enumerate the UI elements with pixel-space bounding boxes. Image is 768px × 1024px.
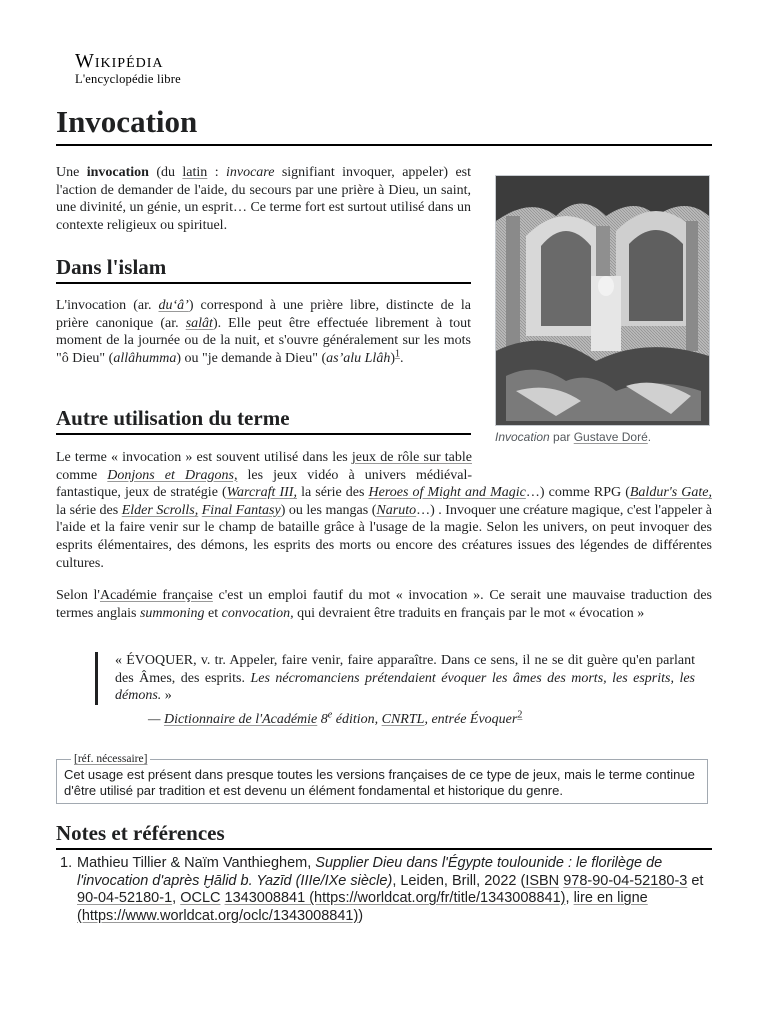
- link-isbn-1[interactable]: 978-90-04-52180-3: [563, 872, 688, 889]
- text: ,: [172, 890, 181, 906]
- references-list: [60, 855, 712, 925]
- text: ,: [565, 890, 574, 906]
- logo-tagline: L'encyclopédie libre: [75, 72, 181, 86]
- note-title: Supplier Dieu dans l'Égypte toulounide : le florilège de l'invocation d'après Ḫālid b. Yazīd (IIIe/IXe siècle): [77, 855, 663, 889]
- reference-1[interactable]: 1: [395, 348, 400, 360]
- autre-paragraph-2: [56, 587, 712, 622]
- caption-work: Invocation: [495, 430, 550, 444]
- text: .: [647, 430, 652, 444]
- text: édition,: [332, 712, 382, 727]
- superscript: e: [327, 709, 333, 721]
- page-title: Invocation: [56, 104, 712, 146]
- text: comme: [56, 467, 108, 483]
- text: et: [687, 872, 704, 889]
- note-body: [77, 855, 712, 925]
- text: ): [358, 907, 364, 924]
- text: Selon l': [56, 588, 100, 603]
- link-heroes[interactable]: Heroes of Might and Magic: [368, 485, 526, 501]
- text: ) correspond à une prière libre, distincte de la prière canonique (ar.: [56, 298, 471, 331]
- italic-quote: Les nécromanciens prétendaient évoquer les âmes des morts, les esprits, les démons.: [115, 670, 696, 704]
- text: ). Elle peut être effectuée librement à tout moment de la journée ou de la nuit, et s'ouvre généralement sur les mots "ô Dieu" (: [56, 315, 471, 366]
- italic-term: summoning: [139, 605, 205, 621]
- ref-needed-tag[interactable]: [réf. nécessaire]: [71, 751, 150, 767]
- link-baldurs-gate[interactable]: Baldur's Gate,: [629, 485, 713, 501]
- reference-2[interactable]: 2: [517, 709, 523, 721]
- italic-term: invocare: [225, 165, 275, 180]
- link-oclc-number[interactable]: 1343008841 (https://worldcat.org/fr/title/1343008841): [224, 890, 566, 906]
- text: Une: [56, 165, 87, 180]
- text: ): [390, 350, 395, 366]
- italic-term: as’alu Llâh: [326, 350, 391, 366]
- link-salat[interactable]: salât: [185, 315, 213, 331]
- engraving-image[interactable]: [495, 175, 710, 426]
- link-donjons-et-dragons[interactable]: Donjons et Dragons,: [107, 467, 238, 483]
- text: Mathieu Tillier & Naïm Vanthieghem,: [77, 855, 316, 871]
- islam-paragraph: [56, 297, 471, 367]
- link-jeux-de-role[interactable]: jeux de rôle sur table: [351, 450, 472, 465]
- text: , Leiden, Brill, 2022 (: [392, 872, 526, 889]
- wikipedia-logo[interactable]: [75, 50, 181, 86]
- figure-float-spacer: [472, 449, 712, 483]
- autre-paragraph-1: [56, 449, 712, 572]
- text: la série des: [296, 485, 369, 501]
- text: .: [400, 350, 404, 366]
- text: , entrée Évoquer: [424, 712, 518, 727]
- text: —: [148, 712, 164, 727]
- text: (du: [148, 165, 183, 180]
- refbox-text: Cet usage est présent dans presque toutes les versions françaises de ce type de jeux, mais le terme continue d'être utilisé par tradition et est devenu un élément fondamental et historique du genre.: [64, 767, 695, 798]
- link-oclc[interactable]: OCLC: [180, 890, 221, 906]
- heading-notes: Notes et références: [56, 820, 712, 850]
- text: 8: [317, 712, 328, 727]
- link-dua[interactable]: du‘â’: [158, 298, 189, 313]
- text: …) comme RPG (: [525, 485, 630, 501]
- text: qui devraient être traduits en français par le mot « évocation »: [293, 605, 645, 621]
- text: ) ou "je demande à Dieu" (: [176, 350, 327, 366]
- text: signifiant invoquer, appeler) est l'action de demander de l'aide, du secours par une prière à Dieu, un saint, une divinité, un génie, un esprit… Ce terme fort est surtout utilisé dans un contexte religieux ou spirituel.: [56, 165, 471, 233]
- thumbnail-figure: [495, 175, 710, 444]
- italic-term: convocation,: [221, 605, 294, 621]
- note-number: 1.: [60, 855, 73, 871]
- text: ) ou les mangas (: [280, 502, 377, 518]
- link-warcraft[interactable]: Warcraft III,: [226, 485, 297, 501]
- link-academie-francaise[interactable]: Académie française: [99, 588, 213, 603]
- link-dictionnaire[interactable]: Dictionnaire de l'Académie: [163, 712, 318, 727]
- bold-term: invocation: [86, 165, 149, 180]
- quote-citation: [148, 711, 522, 729]
- text: L'invocation (ar.: [56, 298, 159, 313]
- text: »: [161, 688, 172, 704]
- text: par: [549, 430, 574, 444]
- citation-needed-box: [56, 753, 708, 804]
- text: …) . Invoquer une créature magique, c'est l'appeler à l'aide et la faire venir sur le champ de bataille grâce à l'usage de la magie. Selon les univers, on peut invoquer des esprits élémentaires, des démons, les esprits des morts ou encore des créatures issues des légendes de différentes cultures.: [56, 502, 712, 571]
- blockquote: [95, 652, 695, 705]
- link-isbn-2[interactable]: 90-04-52180-1: [77, 890, 173, 906]
- logo-wordmark: Wikipédia: [75, 50, 164, 72]
- link-final-fantasy[interactable]: Final Fantasy: [201, 502, 281, 518]
- text: les jeux vidéo à univers médiéval-fantastique, jeux de stratégie (: [56, 467, 472, 501]
- link-elder-scrolls[interactable]: Elder Scrolls,: [121, 502, 199, 518]
- text: et: [204, 605, 222, 621]
- text: c'est un emploi fautif du mot « invocation ». Ce serait une mauvaise traduction des termes anglais: [56, 588, 712, 621]
- heading-islam: Dans l'islam: [56, 254, 471, 284]
- list-item: [60, 855, 712, 925]
- link-cnrtl[interactable]: CNRTL: [381, 712, 425, 727]
- intro-paragraph: [56, 164, 471, 234]
- text: la série des: [56, 502, 122, 518]
- link-isbn[interactable]: ISBN: [525, 872, 560, 889]
- figure-caption: [495, 430, 710, 444]
- link-naruto[interactable]: Naruto: [376, 502, 417, 518]
- link-gustave-dore[interactable]: Gustave Doré: [573, 430, 648, 444]
- heading-autre-utilisation: Autre utilisation du terme: [56, 405, 471, 435]
- link-lire-en-ligne[interactable]: lire en ligne (https://www.worldcat.org/oclc/1343008841): [77, 890, 648, 924]
- link-latin[interactable]: latin: [182, 165, 208, 180]
- text: Le terme « invocation » est souvent utilisé dans les: [56, 450, 352, 465]
- text: :: [207, 165, 226, 180]
- italic-term: allâhumma: [113, 350, 177, 366]
- text: « ÉVOQUER, v. tr. Appeler, faire venir, faire apparaître. Dans ce sens, il ne se dit guère qu'en parlant des Âmes, des esprits.: [115, 653, 695, 686]
